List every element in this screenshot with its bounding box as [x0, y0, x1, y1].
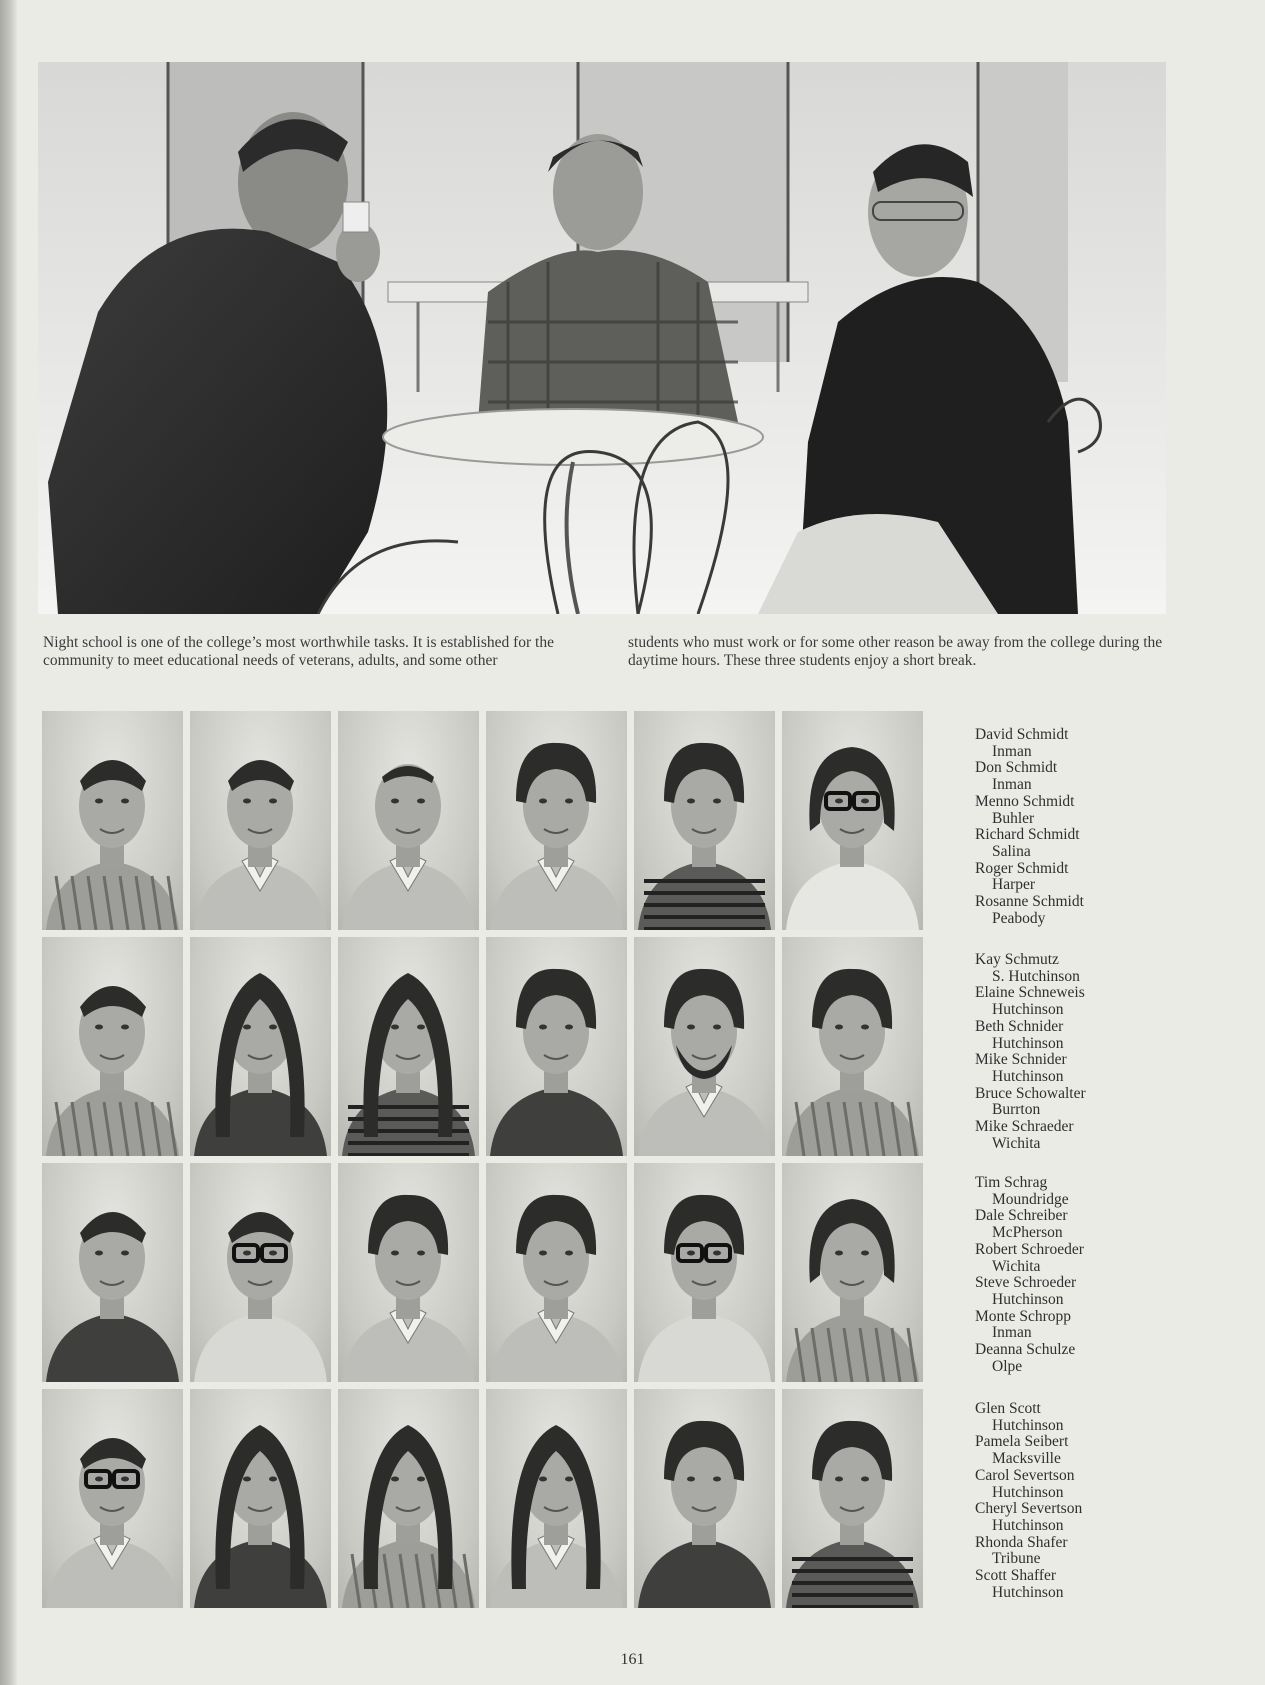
student-entry — [975, 1019, 1086, 1052]
portrait-figure-icon — [486, 937, 627, 1156]
student-entry — [975, 1535, 1082, 1568]
portrait-photo — [338, 711, 479, 930]
student-hometown: Burrton — [992, 1101, 1041, 1119]
student-hometown: S. Hutchinson — [992, 967, 1080, 985]
portrait-photo — [338, 1389, 479, 1608]
student-hometown: Wichita — [992, 1134, 1041, 1152]
student-hometown: Hutchinson — [992, 1067, 1064, 1085]
name-group — [975, 1175, 1084, 1375]
student-name: Rosanne Schmidt — [975, 893, 1084, 911]
page-binding-shadow — [0, 0, 18, 1685]
student-name: Glen Scott — [975, 1400, 1041, 1417]
portrait-figure-icon — [190, 711, 331, 930]
student-name: Steve Schroeder — [975, 1274, 1077, 1292]
portrait-photo — [634, 937, 775, 1156]
student-name: Roger Schmidt — [975, 859, 1069, 877]
portrait-figure-icon — [42, 1389, 183, 1608]
student-name: Rhonda Shafer — [975, 1533, 1068, 1551]
portrait-figure-icon — [338, 711, 479, 930]
student-hometown: Inman — [992, 742, 1032, 760]
portrait-photo — [634, 1389, 775, 1608]
student-entry — [975, 1052, 1086, 1085]
student-entry — [975, 1434, 1082, 1467]
caption-right: students who must work or for some other reason be away from the college during the daytime hours. These three students enjoy a short break. — [628, 634, 1163, 669]
portrait-figure-icon — [190, 937, 331, 1156]
student-entry — [975, 1501, 1082, 1534]
portrait-photo — [190, 711, 331, 930]
portrait-figure-icon — [782, 1389, 923, 1608]
name-group — [975, 727, 1084, 927]
portrait-photo — [782, 711, 923, 930]
portrait-photo — [42, 937, 183, 1156]
portrait-figure-icon — [782, 711, 923, 930]
student-entry — [975, 1342, 1084, 1375]
student-entry — [975, 1401, 1082, 1434]
portrait-figure-icon — [486, 711, 627, 930]
portrait-photo — [338, 1163, 479, 1382]
student-name: Scott Shaffer — [975, 1567, 1057, 1585]
name-group — [975, 1401, 1082, 1601]
student-name: Richard Schmidt — [975, 826, 1080, 844]
night-school-photo — [38, 62, 1166, 614]
caption-left: Night school is one of the college’s most worthwhile tasks. It is established for the community to meet educational needs of veterans, adults, and some other — [43, 634, 554, 669]
student-entry — [975, 727, 1084, 760]
student-hometown: Hutchinson — [992, 1483, 1064, 1501]
student-entry — [975, 1275, 1084, 1308]
student-name: Robert Schroeder — [975, 1240, 1084, 1258]
student-name: Monte Schropp — [975, 1307, 1072, 1325]
student-hometown: Hutchinson — [992, 1001, 1064, 1019]
student-hometown: Tribune — [992, 1550, 1041, 1568]
portrait-photo — [486, 711, 627, 930]
student-name: Beth Schnider — [975, 1017, 1064, 1035]
student-hometown: Moundridge — [992, 1190, 1069, 1208]
portrait-figure-icon — [486, 1163, 627, 1382]
portrait-photo — [190, 1389, 331, 1608]
portrait-figure-icon — [42, 711, 183, 930]
student-entry — [975, 1086, 1086, 1119]
student-entry — [975, 794, 1084, 827]
portrait-photo — [782, 1163, 923, 1382]
name-group — [975, 952, 1086, 1152]
portrait-photo — [634, 711, 775, 930]
student-hometown: Hutchinson — [992, 1034, 1064, 1052]
student-entry — [975, 1119, 1086, 1152]
student-hometown: Hutchinson — [992, 1416, 1064, 1434]
portrait-figure-icon — [782, 937, 923, 1156]
student-entry — [975, 952, 1086, 985]
portrait-figure-icon — [486, 1389, 627, 1608]
student-entry — [975, 861, 1084, 894]
student-hometown: Peabody — [992, 909, 1046, 927]
student-name: Cheryl Severtson — [975, 1500, 1083, 1518]
student-entry — [975, 1468, 1082, 1501]
student-name: Don Schmidt — [975, 759, 1058, 777]
student-name: Kay Schmutz — [975, 951, 1059, 968]
student-entry — [975, 1309, 1084, 1342]
student-hometown: Inman — [992, 1324, 1032, 1342]
student-hometown: Hutchinson — [992, 1290, 1064, 1308]
portrait-figure-icon — [190, 1163, 331, 1382]
student-hometown: Hutchinson — [992, 1583, 1064, 1601]
portrait-figure-icon — [42, 937, 183, 1156]
portrait-photo — [42, 711, 183, 930]
student-hometown: Inman — [992, 776, 1032, 794]
portrait-figure-icon — [634, 1389, 775, 1608]
portrait-figure-icon — [634, 937, 775, 1156]
student-name: Dale Schreiber — [975, 1207, 1068, 1225]
student-entry — [975, 1175, 1084, 1208]
student-hometown: Wichita — [992, 1257, 1041, 1275]
student-name: Carol Severtson — [975, 1466, 1075, 1484]
student-hometown: McPherson — [992, 1224, 1063, 1242]
photo-three-men-at-table-icon — [38, 62, 1166, 614]
portrait-photo — [486, 1389, 627, 1608]
student-hometown: Buhler — [992, 809, 1035, 827]
portrait-photo — [190, 937, 331, 1156]
portrait-photo — [486, 937, 627, 1156]
student-name: Elaine Schneweis — [975, 984, 1085, 1002]
student-name: Pamela Seibert — [975, 1433, 1069, 1451]
student-entry — [975, 760, 1084, 793]
student-hometown: Olpe — [992, 1357, 1023, 1375]
student-hometown: Hutchinson — [992, 1516, 1064, 1534]
portrait-figure-icon — [634, 711, 775, 930]
student-name: David Schmidt — [975, 726, 1069, 743]
student-entry — [975, 1208, 1084, 1241]
student-hometown: Harper — [992, 876, 1036, 894]
portrait-photo — [486, 1163, 627, 1382]
portrait-photo — [782, 1389, 923, 1608]
student-name: Mike Schraeder — [975, 1118, 1074, 1136]
student-name: Menno Schmidt — [975, 792, 1075, 810]
portrait-photo — [782, 937, 923, 1156]
portrait-figure-icon — [190, 1389, 331, 1608]
student-entry — [975, 1242, 1084, 1275]
student-entry — [975, 894, 1084, 927]
portrait-figure-icon — [42, 1163, 183, 1382]
portrait-photo — [42, 1163, 183, 1382]
student-entry — [975, 827, 1084, 860]
portrait-figure-icon — [338, 1163, 479, 1382]
student-name: Mike Schnider — [975, 1051, 1067, 1069]
portrait-figure-icon — [338, 937, 479, 1156]
portrait-photo — [190, 1163, 331, 1382]
portrait-figure-icon — [782, 1163, 923, 1382]
portrait-grid — [42, 711, 923, 1608]
student-entry — [975, 1568, 1082, 1601]
student-name: Tim Schrag — [975, 1174, 1048, 1191]
student-hometown: Macksville — [992, 1450, 1061, 1468]
portrait-figure-icon — [338, 1389, 479, 1608]
student-hometown: Salina — [992, 842, 1031, 860]
portrait-figure-icon — [634, 1163, 775, 1382]
portrait-photo — [338, 937, 479, 1156]
portrait-photo — [634, 1163, 775, 1382]
page-number: 161 — [620, 1651, 645, 1668]
portrait-photo — [42, 1389, 183, 1608]
student-entry — [975, 985, 1086, 1018]
student-name: Bruce Schowalter — [975, 1084, 1086, 1102]
student-name: Deanna Schulze — [975, 1341, 1076, 1359]
